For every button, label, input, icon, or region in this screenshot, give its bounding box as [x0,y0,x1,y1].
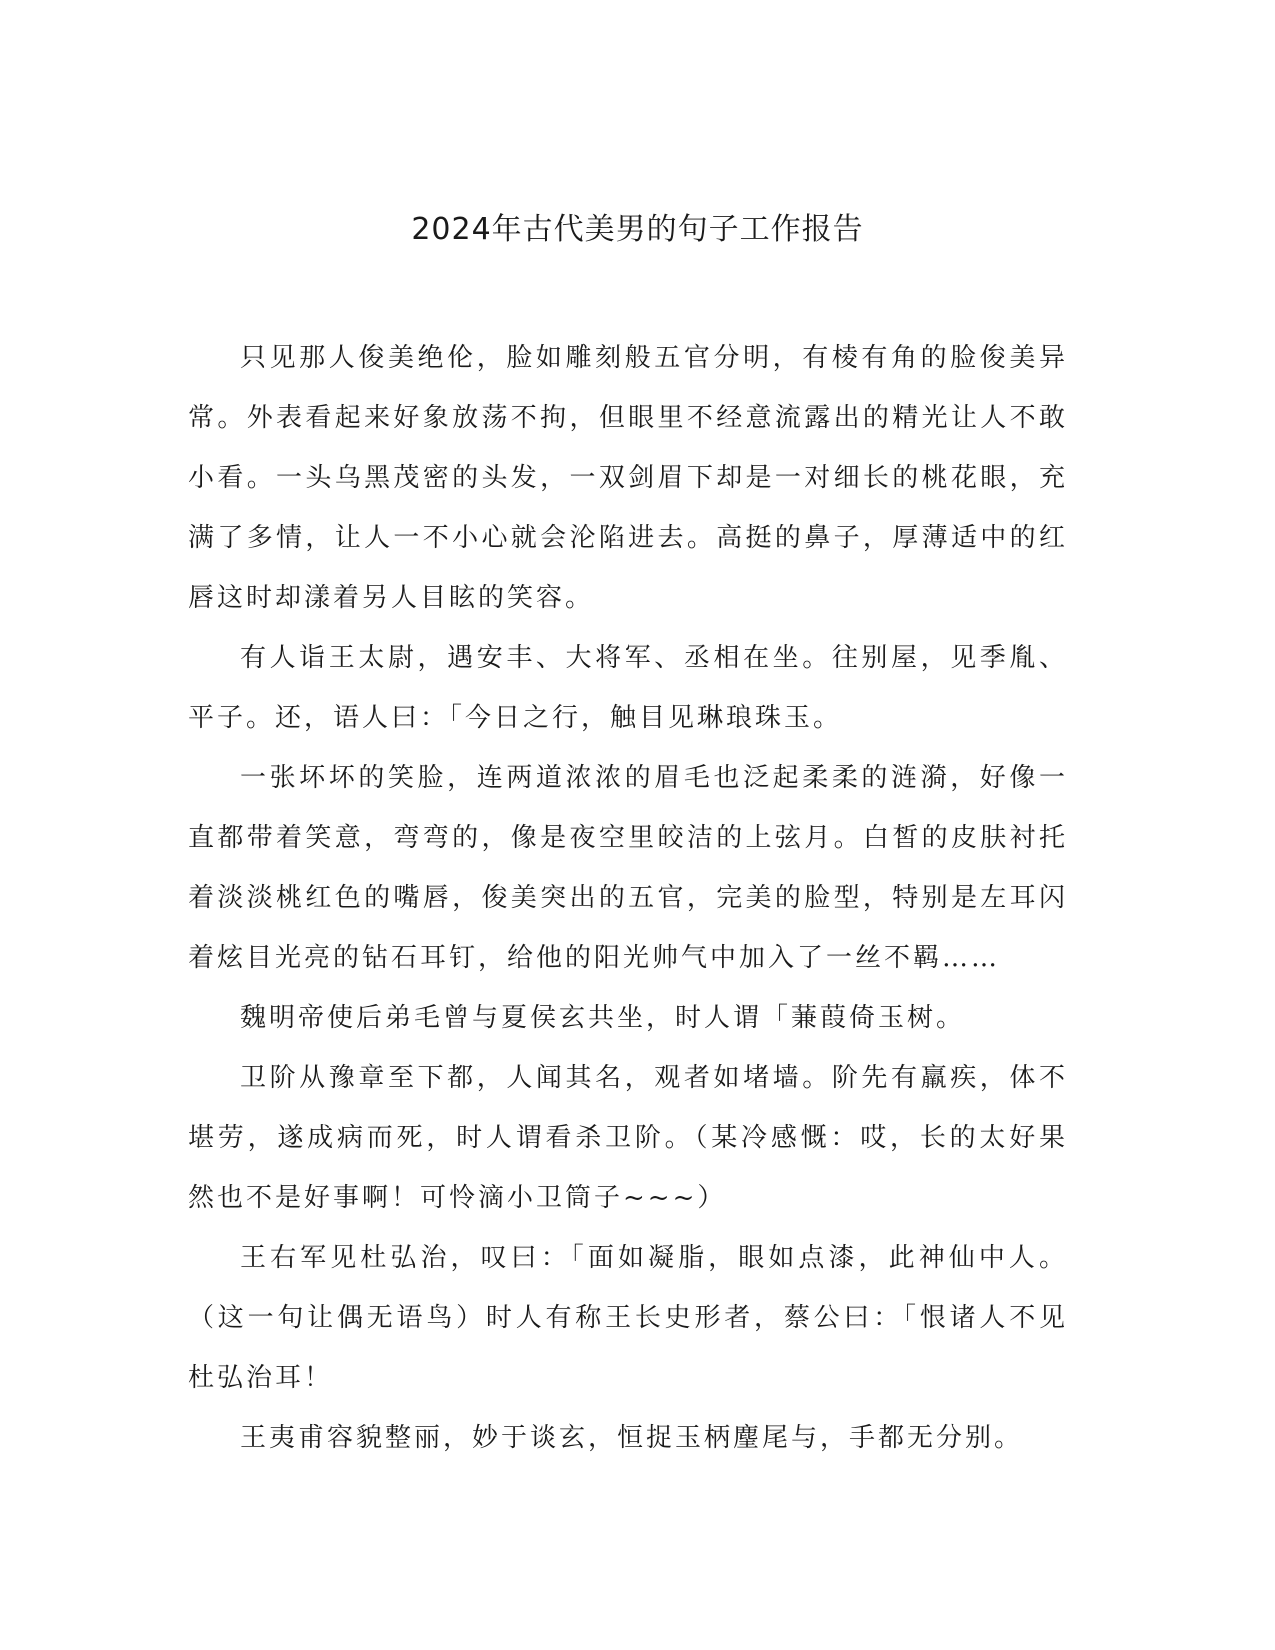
paragraph-4: 魏明帝使后弟毛曾与夏侯玄共坐，时人谓「蒹葭倚玉树。 [240,1003,966,1033]
paragraph-5: 卫阶从豫章至下都，人闻其名，观者如堵墙。阶先有羸疾，体不堪劳，遂成病而死，时人谓看杀卫阶。（某冷感慨：哎，长的太好果然也不是好事啊！可怜滴小卫筒子~~~） [188,1063,1068,1213]
paragraph-6: 王右军见杜弘治，叹曰：「面如凝脂，眼如点漆，此神仙中人。（这一句让偶无语鸟）时人有称王长史形者，蔡公曰：「恨诸人不见杜弘治耳！ [188,1243,1068,1393]
paragraph-2: 有人诣王太尉，遇安丰、大将军、丞相在坐。往别屋，见季胤、平子。还，语人曰：「今日之行，触目见琳琅珠玉。 [188,643,1068,733]
paragraph-7: 王夷甫容貌整丽，妙于谈玄，恒捉玉柄麈尾与，手都无分别。 [240,1423,1024,1453]
document-body [188,328,1068,1468]
paragraph-3: 一张坏坏的笑脸，连两道浓浓的眉毛也泛起柔柔的涟漪，好像一直都带着笑意，弯弯的，像是夜空里皎洁的上弦月。白皙的皮肤衬托着淡淡桃红色的嘴唇，俊美突出的五官，完美的脸型，特别是左耳闪着炫目光亮的钻石耳钉，给他的阳光帅气中加入了一丝不羁…… [188,763,1068,973]
document-title: 2024年古代美男的句子工作报告 [411,212,864,247]
paragraph-1: 只见那人俊美绝伦，脸如雕刻般五官分明，有棱有角的脸俊美异常。外表看起来好象放荡不拘，但眼里不经意流露出的精光让人不敢小看。一头乌黑茂密的头发，一双剑眉下却是一对细长的桃花眼，充满了多情，让人一不小心就会沦陷进去。高挺的鼻子，厚薄适中的红唇这时却漾着另人目眩的笑容。 [188,343,1068,613]
